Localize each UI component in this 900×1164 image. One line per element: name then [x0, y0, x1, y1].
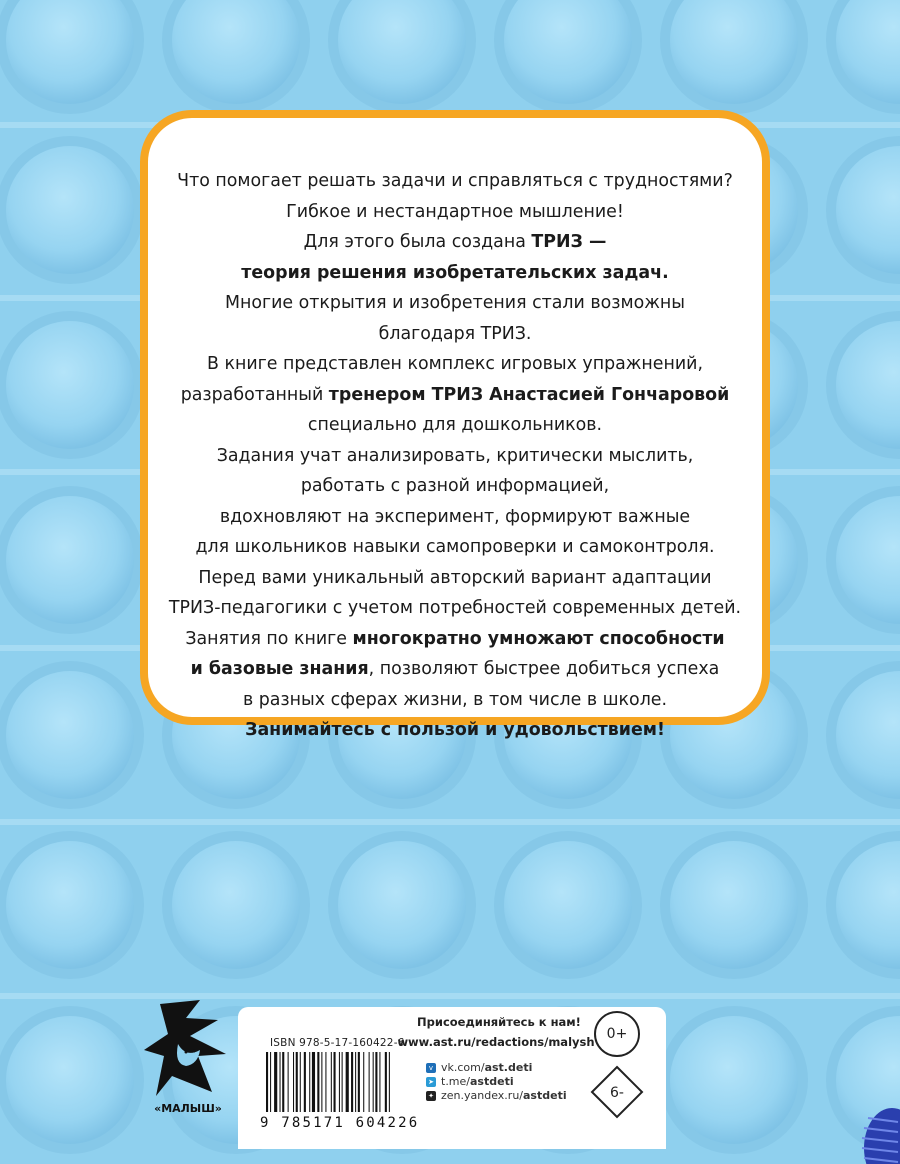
isbn-label: ISBN 978-5-17-160422-6 — [270, 1037, 405, 1049]
barcode-bar — [317, 1052, 319, 1112]
logo-eye — [193, 1050, 196, 1053]
barcode-bar — [280, 1052, 281, 1112]
zen-icon: ✦ — [426, 1091, 436, 1101]
barcode-bar — [375, 1052, 377, 1112]
desc-line: в разных сферах жизни, в том числе в школе. — [242, 689, 668, 710]
bubble — [6, 146, 134, 274]
barcode-bar — [288, 1052, 289, 1112]
desc-line: В книге представлен комплекс игровых упражнений, — [207, 354, 703, 374]
barcode-bar — [300, 1052, 301, 1112]
desc-line-bold: Занимайтесь с пользой и удовольствием! — [245, 720, 665, 740]
barcode-bar — [334, 1052, 336, 1112]
barcode — [266, 1052, 426, 1112]
barcode-bar — [379, 1052, 380, 1112]
desc-line: Для этого была создана ТРИЗ — — [303, 232, 607, 252]
barcode-bar — [351, 1052, 353, 1112]
barcode-bar — [293, 1052, 294, 1112]
barcode-number: 9 785171 604226 — [260, 1115, 420, 1131]
barcode-bar — [282, 1052, 284, 1112]
bubble — [6, 671, 134, 799]
bubble — [6, 496, 134, 624]
spring-toy — [852, 1088, 900, 1164]
logo-text: «МАЛЫШ» — [154, 1102, 222, 1115]
logo-mark — [144, 1000, 226, 1096]
barcode-bar — [304, 1052, 306, 1112]
telegram-link[interactable]: ➤ t.me/ astdeti — [426, 1075, 514, 1088]
desc-line-bold: теория решения изобретательских задач. — [241, 262, 669, 283]
barcode-bar — [385, 1052, 387, 1112]
bubble — [6, 841, 134, 969]
bubble — [504, 841, 632, 969]
bubble — [670, 1016, 798, 1144]
join-us-text: Присоединяйтесь к нам! — [417, 1015, 581, 1029]
barcode-bar — [373, 1052, 374, 1112]
bubble — [338, 841, 466, 969]
spring-shape — [864, 1108, 900, 1164]
description-text — [148, 166, 762, 746]
desc-line: и базовые знания, позволяют быстрее добиться успеха — [190, 659, 720, 679]
barcode-bar — [358, 1052, 360, 1112]
bubble — [6, 1016, 134, 1144]
barcode-bar — [270, 1052, 271, 1112]
desc-line: для школьников навыки самопроверки и самоконтроля. — [195, 537, 715, 557]
desc-line: Перед вами уникальный авторский вариант адаптации — [198, 567, 712, 588]
barcode-bar — [321, 1052, 322, 1112]
desc-line: благодаря ТРИЗ. — [378, 323, 532, 344]
age-rating-6minus — [590, 1065, 644, 1119]
barcode-bar — [355, 1052, 356, 1112]
website-link[interactable]: www.ast.ru/redactions/malysh — [397, 1035, 595, 1049]
barcode-bar — [266, 1052, 268, 1112]
barcode-bar — [389, 1052, 390, 1112]
desc-line: ТРИЗ-педагогики с учетом потребностей современных детей. — [168, 598, 742, 618]
barcode-bar — [363, 1052, 364, 1112]
age-rating-0plus: 0+ — [594, 1011, 640, 1057]
barcode-bar — [346, 1052, 349, 1112]
malysh-logo — [138, 996, 238, 1116]
barcode-bar — [309, 1052, 310, 1112]
bubble — [670, 841, 798, 969]
desc-line: разработанный тренером ТРИЗ Анастасией Гончаровой — [180, 384, 730, 405]
zen-link[interactable]: ✦ zen.yandex.ru/ astdeti — [426, 1089, 567, 1102]
barcode-bar — [339, 1052, 340, 1112]
vk-icon: v — [426, 1063, 436, 1073]
desc-line: Задания учат анализировать, критически мыслить, — [216, 445, 694, 466]
desc-line: специально для дошкольников. — [307, 415, 603, 435]
imprint-panel — [238, 1007, 666, 1149]
bubble-row-divider — [0, 993, 900, 999]
desc-line: Что помогает решать задачи и справляться с трудностями? — [177, 171, 733, 191]
desc-line: Занятия по книге многократно умножают способности — [185, 628, 725, 649]
barcode-bar — [325, 1052, 326, 1112]
rating-diamond-text: 6- — [610, 1085, 624, 1101]
telegram-icon: ➤ — [426, 1077, 436, 1087]
desc-line: вдохновляют на эксперимент, формируют важные — [219, 506, 691, 527]
description-card — [140, 110, 770, 740]
barcode-bar — [312, 1052, 315, 1112]
bubble — [6, 321, 134, 449]
desc-line: Гибкое и нестандартное мышление! — [286, 201, 624, 222]
bubble — [172, 841, 300, 969]
barcode-bar — [296, 1052, 298, 1112]
barcode-bar — [274, 1052, 277, 1112]
barcode-bar — [331, 1052, 332, 1112]
barcode-bar — [342, 1052, 343, 1112]
barcode-bar — [369, 1052, 370, 1112]
desc-line: работать с разной информацией, — [300, 476, 610, 496]
vk-link[interactable]: v vk.com/ ast.deti — [426, 1061, 532, 1074]
desc-line: Многие открытия и изобретения стали возможны — [224, 293, 686, 313]
logo-eye — [185, 1051, 188, 1054]
bubble-row-divider — [0, 819, 900, 825]
